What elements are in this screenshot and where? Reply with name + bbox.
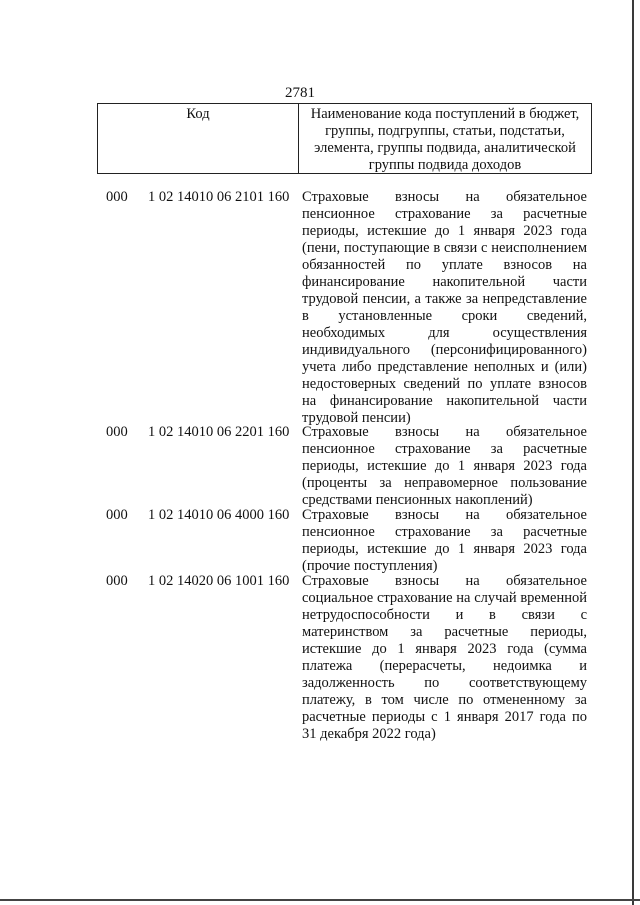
revenue-description: Страховые взносы на обязательное пенсионное страхование за расчетные периоды, истекшие до 1 января 2023 года (прочие поступления) (302, 507, 587, 574)
scan-edge-right (632, 0, 634, 905)
admin-code: 000 (106, 573, 128, 589)
revenue-description: Страховые взносы на обязательное пенсионное страхование за расчетные периоды, истекшие до 1 января 2023 года (проценты за неправомерное пользование средствами пенсионных накоплений) (302, 424, 587, 508)
revenue-code: 1 02 14010 06 4000 160 (148, 507, 290, 523)
revenue-description: Страховые взносы на обязательное социальное страхование на случай временной нетрудоспособности и в связи с материнством за расчетные периоды, истекшие до 1 января 2023 года (сумма платежа (перерасчеты, недоимка и задолженность по соответствующему платежу, в том числе по отмененному за расчетные периоды с 1 января 2017 года по 31 декабря 2022 года) (302, 573, 587, 742)
revenue-code: 1 02 14020 06 1001 160 (148, 573, 290, 589)
header-column-divider (298, 104, 299, 173)
revenue-code: 1 02 14010 06 2201 160 (148, 424, 290, 440)
admin-code: 000 (106, 189, 128, 205)
revenue-code: 1 02 14010 06 2101 160 (148, 189, 290, 205)
page-number: 2781 (285, 85, 315, 101)
table-header (97, 103, 592, 174)
revenue-description: Страховые взносы на обязательное пенсионное страхование за расчетные периоды, истекшие до 1 января 2023 года (пени, поступающие в связи с неисполнением обязанностей по уплате взносов на финансирование накопительной части трудовой пенсии, а также за непредставление в установленные сроки сведений, необходимых для осуществления индивидуального (персонифицированного) учета либо представление неполных и (или) недостоверных сведений по уплате взносов на финансирование накопительной части трудовой пенсии) (302, 189, 587, 426)
header-name-label: Наименование кода поступлений в бюджет, группы, подгруппы, статьи, подстатьи, элемента, группы подвида, аналитической группы подвида доходов (310, 106, 580, 173)
admin-code: 000 (106, 424, 128, 440)
header-code-label: Код (186, 106, 210, 122)
admin-code: 000 (106, 507, 128, 523)
scan-edge-bottom (0, 899, 640, 901)
